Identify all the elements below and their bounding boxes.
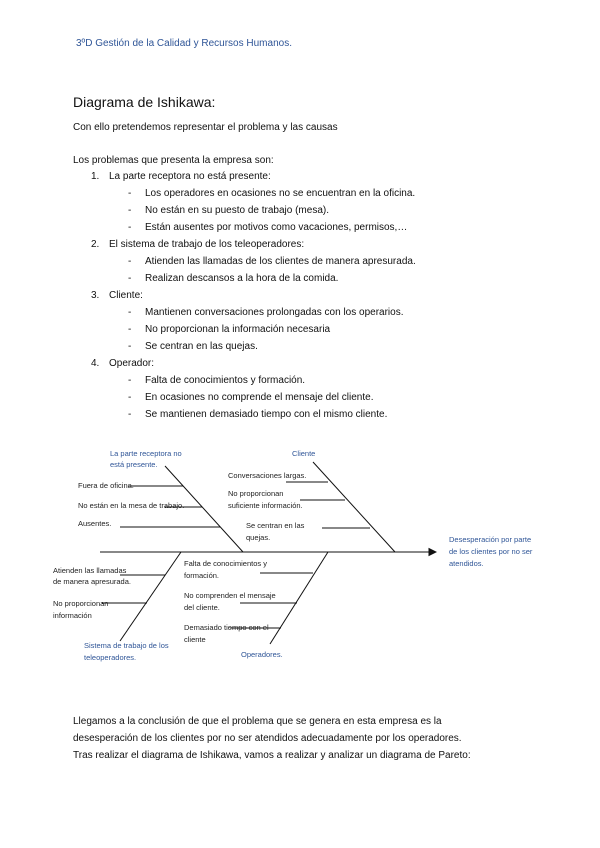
bullet-dash: -	[128, 188, 132, 199]
category-label: Operadores.	[241, 650, 283, 659]
bullet-text: Se mantienen demasiado tiempo con el mismo cliente.	[145, 409, 388, 420]
bullet-dash: -	[128, 256, 132, 267]
bullet-text: En ocasiones no comprende el mensaje del cliente.	[145, 392, 374, 403]
bullet-dash: -	[128, 273, 132, 284]
effect-label: atendidos.	[449, 559, 484, 568]
category-label: Sistema de trabajo de los	[84, 641, 169, 650]
bone-cliente	[313, 462, 395, 552]
cause-label: formación.	[184, 571, 220, 580]
cause-label: Atienden las llamadas	[53, 566, 127, 575]
effect-label: Desesperación por parte	[449, 535, 532, 544]
bullet-dash: -	[128, 307, 132, 318]
bullet-text: No proporcionan la información necesaria	[145, 324, 331, 335]
cause-label: Conversaciones largas.	[228, 471, 307, 480]
bullet-text: No están en su puesto de trabajo (mesa).	[145, 205, 329, 216]
bone-sistema	[120, 552, 181, 641]
effect-label: de los clientes por no ser	[449, 547, 533, 556]
bullet-text: Están ausentes por motivos como vacaciones, permisos,…	[145, 222, 408, 233]
bullet-text: Falta de conocimientos y formación.	[145, 375, 306, 386]
conclusion-line: desesperación de los clientes por no ser atendidos adecuadamente por los operadores.	[73, 733, 462, 744]
bullet-dash: -	[128, 375, 132, 386]
category-label: teleoperadores.	[84, 653, 137, 662]
cause-label: No comprenden el mensaje	[184, 591, 276, 600]
problem-number: 4.	[91, 358, 100, 369]
problem-number: 1.	[91, 171, 100, 182]
problem-label: Cliente:	[109, 290, 143, 301]
bullet-text: Mantienen conversaciones prolongadas con los operarios.	[145, 307, 404, 318]
bullet-text: Realizan descansos a la hora de la comida.	[145, 273, 339, 284]
category-label: Cliente	[292, 449, 316, 458]
bullet-dash: -	[128, 222, 132, 233]
bullet-text: Atienden las llamadas de los clientes de manera apresurada.	[145, 256, 416, 267]
cause-label: Fuera de oficina.	[78, 481, 134, 490]
bullet-dash: -	[128, 324, 132, 335]
cause-label: Falta de conocimientos y	[184, 559, 267, 568]
problem-label: El sistema de trabajo de los teleoperadores:	[109, 239, 305, 250]
bullet-dash: -	[128, 409, 132, 420]
cause-label: suficiente información.	[228, 501, 303, 510]
problem-label: Operador:	[109, 358, 155, 369]
cause-label: cliente	[184, 635, 206, 644]
conclusion-line: Tras realizar el diagrama de Ishikawa, vamos a realizar y analizar un diagrama de Pareto:	[73, 750, 471, 761]
problem-number: 3.	[91, 290, 100, 301]
bullet-text: Los operadores en ocasiones no se encuentran en la oficina.	[145, 188, 416, 199]
section-title: Diagrama de Ishikawa:	[73, 94, 216, 110]
problem-label: La parte receptora no está presente:	[109, 171, 271, 182]
cause-label: quejas.	[246, 533, 271, 542]
document-header: 3ºD Gestión de la Calidad y Recursos Humanos.	[76, 38, 292, 49]
cause-label: Ausentes.	[78, 519, 112, 528]
cause-label: de manera apresurada.	[53, 577, 131, 586]
cause-label: información	[53, 611, 92, 620]
problems-intro: Los problemas que presenta la empresa son:	[73, 155, 274, 166]
intro-text: Con ello pretendemos representar el problema y las causas	[73, 122, 338, 133]
bone-operadores	[270, 552, 328, 644]
cause-label: Se centran en las	[246, 521, 305, 530]
cause-label: del cliente.	[184, 603, 220, 612]
cause-label: No proporcionan	[228, 489, 284, 498]
cause-label: No están en la mesa de trabajo.	[78, 501, 185, 510]
problem-number: 2.	[91, 239, 100, 250]
category-label: La parte receptora no	[110, 449, 182, 458]
cause-label: No proporcionan	[53, 599, 109, 608]
cause-label: Demasiado tiempo con el	[184, 623, 269, 632]
bullet-dash: -	[128, 392, 132, 403]
bullet-text: Se centran en las quejas.	[145, 341, 258, 352]
conclusion-line: Llegamos a la conclusión de que el problema que se genera en esta empresa es la	[73, 716, 442, 727]
category-label: está presente.	[110, 460, 158, 469]
bullet-dash: -	[128, 205, 132, 216]
bullet-dash: -	[128, 341, 132, 352]
